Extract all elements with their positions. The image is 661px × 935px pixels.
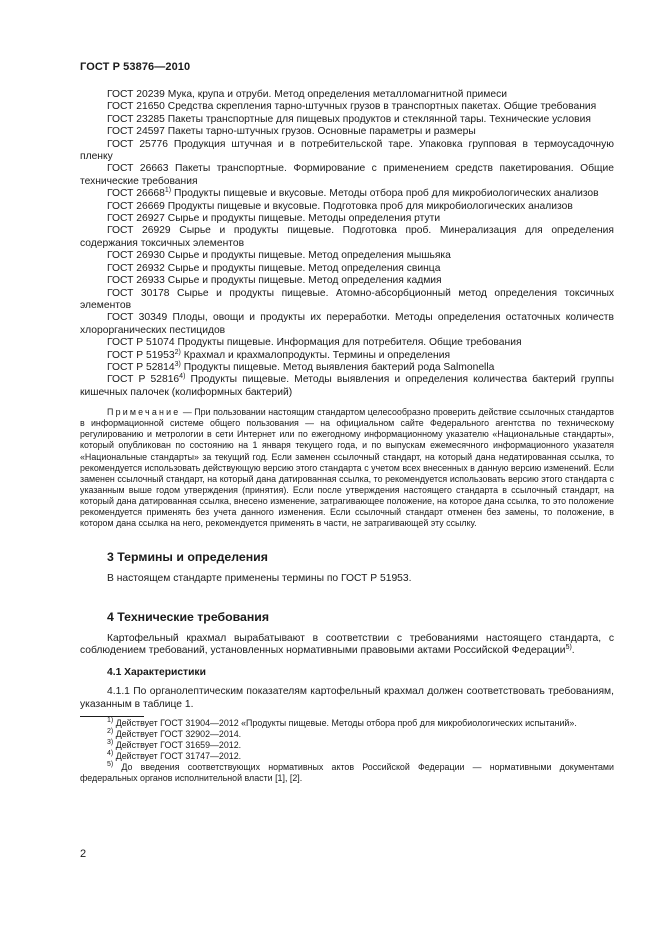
reference-item: ГОСТ 23285 Пакеты транспортные для пищевых продуктов и стеклянной тары. Технические условия [107,113,591,125]
subsection-4-1-heading: 4.1 Характеристики [107,667,206,679]
reference-item: ГОСТ 26930 Сырье и продукты пищевые. Метод определения мышьяка [107,250,451,262]
reference-item: ГОСТ 20239 Мука, крупа и отруби. Метод определения металломагнитной примеси [107,89,508,100]
page-number: 2 [80,848,87,860]
footnote-item: $^{3)}$ Действует ГОСТ 31659—2012. [107,739,242,751]
section-3-text: В настоящем стандарте применены термины по ГОСТ Р 51953. [107,573,412,585]
footnotes [80,718,614,783]
clause-4-1-1-text: 4.1.1 По органолептическим показателям картофельный крахмал должен соответствовать требованиям, указанным в таблице 1. [80,686,614,710]
reference-item: ГОСТ 26668$^{1)}$ Продукты пищевые и вкусовые. Методы отбора проб для микробиологических анализов [107,187,599,200]
footnote-item: $^{2)}$ Действует ГОСТ 32902—2014. [107,728,242,740]
reference-item: ГОСТ Р 52816$^{4)}$ Продукты пищевые. Методы выявления и определения количества бактерий группы кишечных палочек (колиформных бактерий) [80,373,614,398]
section-3-heading: 3 Термины и определения [107,550,268,565]
reference-item: ГОСТ 26932 Сырье и продукты пищевые. Метод определения свинца [107,262,441,274]
footnote-item: $^{5)}$ До введения соответствующих нормативных актов Российской Федерации — нормативными документами федеральных органов исполнительной власти [1], [2]. [80,760,614,783]
page-header-standard-code: ГОСТ Р 53876—2010 [80,61,191,73]
section-4-text: Картофельный крахмал вырабатывают в соответствии с требованиями настоящего стандарта, с соблюдением требований, установленных нормативными правовыми актами Российской Федерации$^{5)}$. [80,632,614,656]
footnote-item: $^{1)}$ Действует ГОСТ 31904—2012 «Продукты пищевые. Методы отбора проб для микробиологических испытаний». [107,717,577,729]
document-body [80,89,614,784]
reference-item: ГОСТ 30349 Плоды, овощи и продукты их переработки. Методы определения остаточных количеств хлорорганических пестицидов [80,312,614,336]
note-label: Примечание [107,407,181,418]
reference-item: ГОСТ 26927 Сырье и продукты пищевые. Методы определения ртути [107,213,441,225]
reference-item: ГОСТ 21650 Средства скрепления тарно-штучных грузов в транспортных пакетах. Общие требования [107,101,597,113]
reference-item: ГОСТ 30178 Сырье и продукты пищевые. Атомно-абсорбционный метод определения токсичных элементов [80,287,614,311]
reference-item: ГОСТ Р 51074 Продукты пищевые. Информация для потребителя. Общие требования [107,337,522,349]
note-text: — При пользовании настоящим стандартом целесообразно проверить действие ссылочных стандартов в информационной системе общего пользования — на официальном сайте Федерального агентства по техническому регулированию и метрологии в сети Интернет или по ежегодному информационному указателю «Национальные стандарты», который опубликован по состоянию на 1 января текущего года, и по выпускам ежемесячного информационного указателя «Национальные стандарты» за текущий год. Если заменен ссылочный стандарт, на который дана недатированная ссылка, то рекомендуется использовать действующую версию этого стандарта с учетом всех внесенных в данную версию изменений. Если заменен ссылочный стандарт, на который дана датированная ссылка, то рекомендуется использовать версию этого стандарта с указанным выше годом утверждения (принятия). Если после утверждения настоящего стандарта в ссылочный стандарт, на который дана датированная ссылка, внесено изменение, затрагивающее положение, на которое дана ссылка, то это положение рекомендуется применять без учета данного изменения. Если ссылочный стандарт отменен без замены, то положение, в котором дана ссылка на него, рекомендуется применять в части, не затрагивающей эту ссылку. [80,407,614,529]
reference-item: ГОСТ 26933 Сырье и продукты пищевые. Метод определения кадмия [107,275,442,287]
reference-item: ГОСТ 25776 Продукция штучная и в потребительской таре. Упаковка групповая в термоусадочную пленку [80,138,614,163]
reference-item: ГОСТ Р 51953$^{2)}$ Крахмал и крахмалопродукты. Термины и определения [107,348,451,361]
reference-item: ГОСТ 26663 Пакеты транспортные. Формирование с применением средств пакетирования. Общие технические требования [80,163,614,187]
normative-references-list [80,89,614,399]
references-note [80,407,614,529]
reference-item: ГОСТ 26929 Сырье и продукты пищевые. Подготовка проб. Минерализация для определения содержания токсичных элементов [80,225,614,249]
section-4-heading: 4 Технические требования [107,609,269,624]
reference-item: ГОСТ 24597 Пакеты тарно-штучных грузов. Основные параметры и размеры [107,126,476,138]
reference-item: ГОСТ 26669 Продукты пищевые и вкусовые. Подготовка проб для микробиологических анализов [107,200,573,212]
reference-item: ГОСТ Р 52814$^{3)}$ Продукты пищевые. Метод выявления бактерий рода Salmonella [107,360,495,373]
footnote-item: $^{4)}$ Действует ГОСТ 31747—2012. [107,749,242,761]
